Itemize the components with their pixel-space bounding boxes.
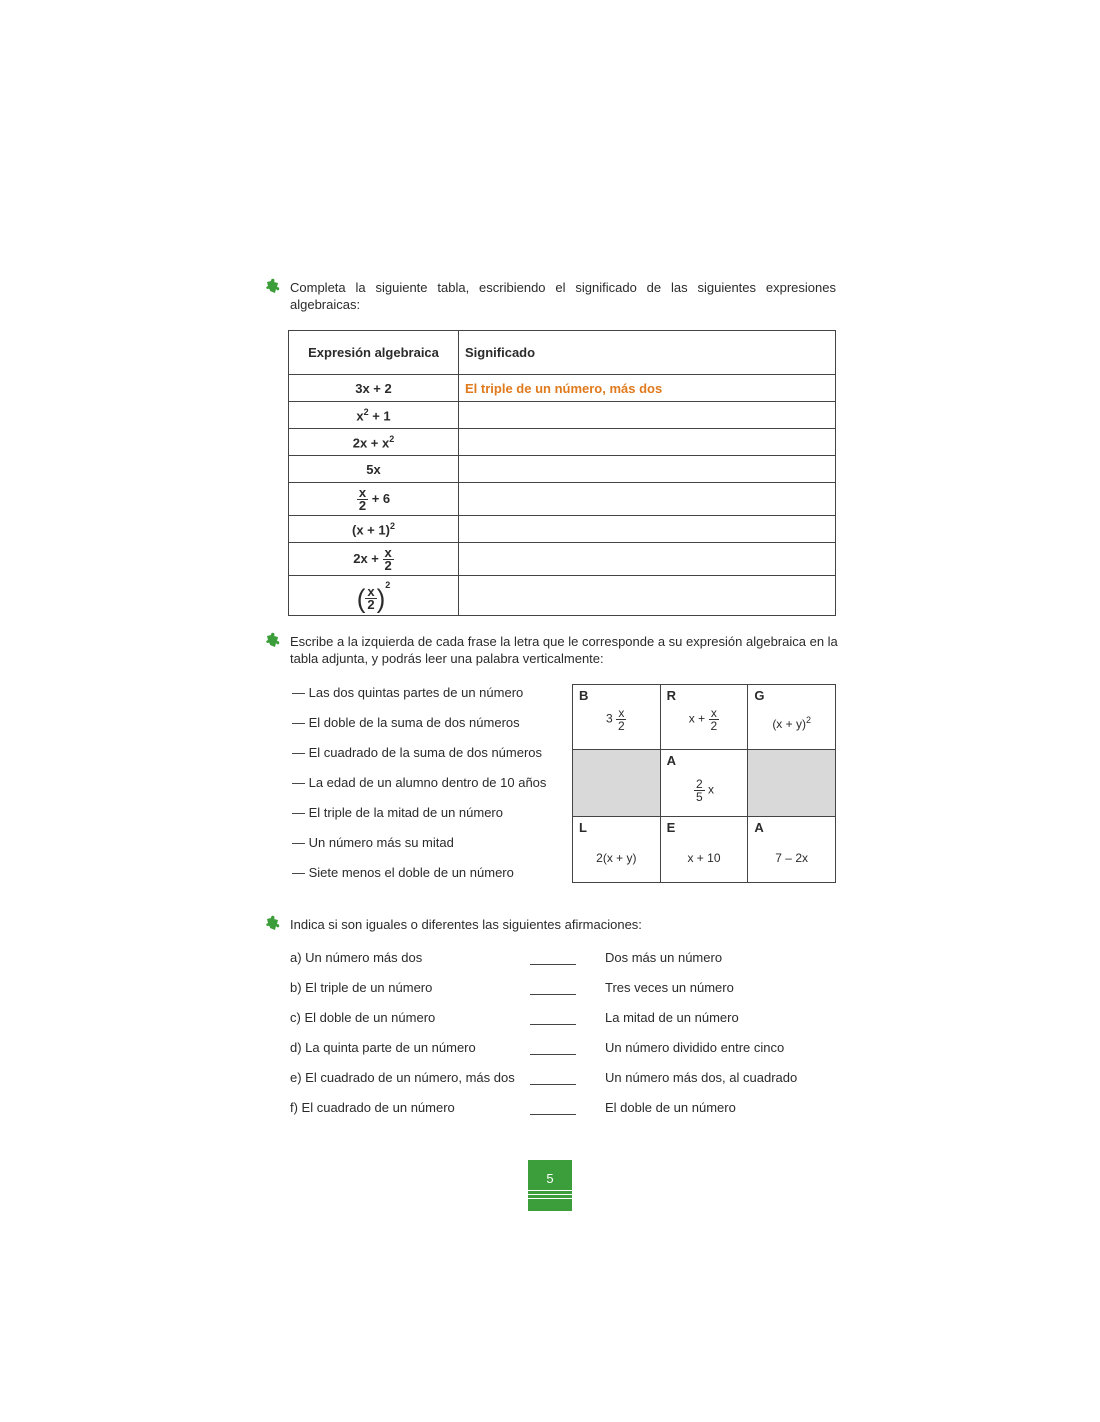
statement-right: El doble de un número (605, 1100, 736, 1115)
header-meaning: Significado (459, 331, 836, 375)
grid-letter: A (666, 753, 677, 768)
grid-expression: x + 10 (687, 851, 721, 865)
expression-cell: $\frac{x}{2}$ + 6 (289, 483, 459, 516)
statement-left: c) El doble de un número (290, 1010, 436, 1025)
answer-blank[interactable] (530, 1084, 576, 1085)
table-row (289, 543, 836, 576)
statement-left: a) Un número más dos (290, 950, 423, 965)
grid-letter: R (666, 688, 677, 703)
expression-cell: 5x (289, 456, 459, 483)
expression-cell: 2x + $\frac{x}{2}$ (289, 543, 459, 576)
grid-expression: x + $\frac{x}{2}$ (688, 706, 718, 733)
answer-blank[interactable] (530, 994, 576, 995)
table-row (289, 429, 836, 456)
statement-left: b) El triple de un número (290, 980, 433, 995)
puzzle-bullet-icon (264, 278, 280, 294)
meaning-input-cell[interactable] (459, 483, 836, 516)
grid-cell-g (748, 685, 836, 750)
grid-cell-a (748, 817, 836, 883)
grid-cell-empty (748, 750, 836, 817)
statement-right: Un número más dos, al cuadrado (605, 1070, 798, 1085)
comparison-row (290, 1010, 836, 1028)
grid-expression: $(x + y)^2$ (772, 715, 811, 731)
page-number: 5 (546, 1171, 554, 1186)
section2-instruction: Escribe a la izquierda de cada frase la letra que le corresponde a su expresión algebraica en la tabla adjunta, y podrás leer una palabra verticalmente: (290, 634, 838, 666)
expression-cell: $2x + x^2$ (289, 429, 459, 456)
statement-right: La mitad de un número (605, 1010, 739, 1025)
section3-instruction: Indica si son iguales o diferentes las siguientes afirmaciones: (290, 917, 642, 932)
list-item: — Siete menos el doble de un número (292, 865, 514, 880)
grid-cell-a (660, 750, 748, 817)
puzzle-bullet-icon (264, 632, 280, 648)
phrase-list (292, 684, 546, 894)
answer-blank[interactable] (530, 1024, 576, 1025)
puzzle-bullet-icon (264, 915, 280, 931)
grid-expression: 2(x + y) (596, 851, 637, 865)
letter-grid (572, 684, 836, 883)
header-expression: Expresión algebraica (289, 331, 459, 375)
table-row (289, 516, 836, 543)
comparison-row (290, 1040, 836, 1058)
grid-cell-empty (573, 750, 661, 817)
meaning-cell: El triple de un número, más dos (459, 375, 836, 402)
grid-cell-b (573, 685, 661, 750)
list-item: — Un número más su mitad (292, 835, 454, 850)
table-row (289, 483, 836, 516)
grid-expression: $\frac{2}{5}$ x (695, 777, 714, 804)
list-item: — El cuadrado de la suma de dos números (292, 745, 543, 760)
grid-letter: E (666, 820, 676, 835)
grid-expression: 7 – 2x (775, 851, 808, 865)
grid-cell-r (660, 685, 748, 750)
meaning-input-cell[interactable] (459, 456, 836, 483)
list-item: — Las dos quintas partes de un número (292, 685, 524, 700)
statement-right: Un número dividido entre cinco (605, 1040, 785, 1055)
statement-left: d) La quinta parte de un número (290, 1040, 476, 1055)
meaning-input-cell[interactable] (459, 576, 836, 616)
grid-cell-l (573, 817, 661, 883)
statement-right: Dos más un número (605, 950, 723, 965)
meaning-input-cell[interactable] (459, 543, 836, 576)
list-item: — La edad de un alumno dentro de 10 años (292, 775, 547, 790)
comparison-row (290, 980, 836, 998)
comparison-row (290, 1070, 836, 1088)
meaning-input-cell[interactable] (459, 429, 836, 456)
page-number-badge (528, 1160, 572, 1211)
answer-blank[interactable] (530, 964, 576, 965)
answer-blank[interactable] (530, 1114, 576, 1115)
expression-cell: 3x + 2 (289, 375, 459, 402)
comparison-row (290, 950, 836, 968)
expression-cell: $(x + 1)^2$ (289, 516, 459, 543)
grid-letter: G (754, 688, 765, 703)
section1-instruction: Completa la siguiente tabla, escribiendo el significado de las siguientes expresiones algebraicas: (290, 280, 836, 312)
table-row (289, 375, 836, 402)
table-row (289, 456, 836, 483)
grid-cell-e (660, 817, 748, 883)
statement-left: e) El cuadrado de un número, más dos (290, 1070, 515, 1085)
grid-expression: 3 $\frac{x}{2}$ (605, 706, 625, 733)
statement-right: Tres veces un número (605, 980, 734, 995)
comparison-row (290, 1100, 836, 1118)
meaning-input-cell[interactable] (459, 402, 836, 429)
expression-cell: $x^2 + 1$ (289, 402, 459, 429)
expression-cell: ( $\frac{x}{2}$ )$^2$ (289, 576, 459, 616)
table-row (289, 402, 836, 429)
answer-blank[interactable] (530, 1054, 576, 1055)
grid-letter: A (754, 820, 764, 835)
grid-letter: B (579, 688, 589, 703)
statement-left: f) El cuadrado de un número (290, 1100, 455, 1115)
list-item: — El triple de la mitad de un número (292, 805, 503, 820)
table-row (289, 576, 836, 616)
expressions-table (288, 330, 836, 616)
meaning-input-cell[interactable] (459, 516, 836, 543)
grid-letter: L (579, 820, 587, 835)
list-item: — El doble de la suma de dos números (292, 715, 520, 730)
